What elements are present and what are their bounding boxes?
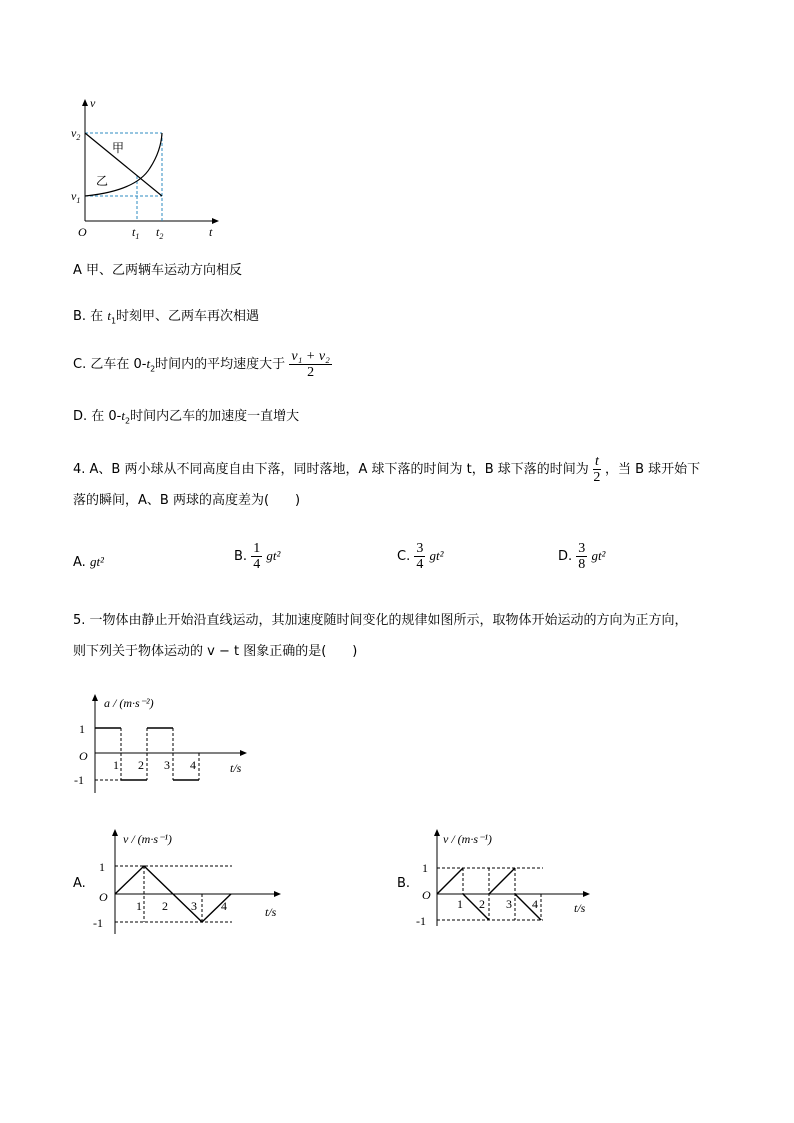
q4-stem-line1: 4. A、B 两小球从不同高度自由下落，同时落地，A 球下落的时间为 t，B 球下落的时间为 $\frac{t}{2}$ ，当 B 球开始下: [73, 454, 701, 485]
svg-text:1: 1: [457, 897, 463, 911]
svg-text:O: O: [79, 749, 88, 763]
svg-text:4: 4: [190, 758, 196, 772]
svg-text:O: O: [422, 888, 431, 902]
q4-option-c[interactable]: C. $\frac{3}{4}$ gt²: [397, 541, 444, 572]
svg-text:t2: $t_2$: [156, 225, 164, 241]
q5-stem-line1: 5. 一物体由静止开始沿直线运动，其加速度随时间变化的规律如图所示，取物体开始运动的方向为正方向，: [73, 613, 688, 628]
q5-option-a-graph[interactable]: [90, 826, 290, 941]
q3-option-c[interactable]: C. 乙车在 $0-t_2$时间内的平均速度大于 $\frac{\text{v₁ + v₂}}{2}$: [73, 349, 330, 380]
t-axis-label: t: [209, 225, 213, 239]
q4-stem-line2: 落的瞬间，A、B 两球的高度差为( ): [73, 493, 301, 508]
svg-text:1: 1: [422, 861, 428, 875]
svg-text:1: 1: [136, 899, 142, 913]
label-yi: 乙: [96, 174, 109, 188]
svg-text:v / (m·s⁻¹): v / (m·s⁻¹): [123, 832, 172, 846]
svg-text:v1: $v_1$: [71, 189, 81, 205]
svg-text:2: 2: [479, 897, 485, 911]
svg-text:3: 3: [506, 897, 512, 911]
q4-option-b[interactable]: B. $\frac{1}{4}$ gt²: [234, 541, 281, 572]
svg-text:4: 4: [532, 897, 538, 911]
svg-text:-1: -1: [416, 914, 426, 928]
q5-option-a-letter[interactable]: A.: [73, 876, 86, 891]
svg-text:O: O: [99, 890, 108, 904]
at-graph: [70, 690, 260, 800]
q5-option-b-graph[interactable]: [413, 826, 603, 931]
v-curve-b-seg2: [463, 894, 489, 920]
svg-text:t/s: t/s: [265, 905, 277, 919]
fraction-v1-v2-over-2: $\frac{\text{v₁ + v₂}}{2}$: [291, 349, 330, 380]
svg-text:-1: -1: [74, 773, 84, 787]
vt-graph-jia-yi: [66, 96, 236, 241]
q4-option-d[interactable]: D. $\frac{3}{8}$ gt²: [558, 541, 606, 572]
svg-text:1: 1: [79, 722, 85, 736]
svg-text:1: 1: [99, 860, 105, 874]
v-axis-label: v: [90, 96, 96, 110]
svg-text:3: 3: [191, 899, 197, 913]
svg-text:t/s: t/s: [574, 901, 586, 915]
svg-text:v2: $v_2$: [71, 126, 81, 142]
q3-option-d[interactable]: D. 在 $0-t_2$时间内乙车的加速度一直增大: [73, 408, 300, 426]
q3-option-a[interactable]: A 甲、乙两辆车运动方向相反: [73, 263, 243, 278]
svg-text:4: 4: [221, 899, 227, 913]
label-jia: 甲: [112, 141, 125, 155]
svg-text:1: 1: [113, 758, 119, 772]
svg-text:2: 2: [162, 899, 168, 913]
svg-text:a / (m·s⁻²): a / (m·s⁻²): [104, 696, 154, 710]
svg-text:v / (m·s⁻¹): v / (m·s⁻¹): [443, 832, 492, 846]
v-curve-b-seg3: [489, 868, 515, 894]
fraction-t-over-2: $\frac{t}{2}$: [593, 454, 601, 485]
svg-text:2: 2: [138, 758, 144, 772]
origin-label: O: [78, 225, 87, 239]
q4-option-a[interactable]: A. gt²: [73, 554, 104, 570]
q3-option-b[interactable]: B. 在 $t_1$时刻甲、乙两车再次相遇: [73, 308, 260, 326]
svg-text:t/s: t/s: [230, 761, 242, 775]
svg-text:3: 3: [164, 758, 170, 772]
q5-stem-line2: 则下列关于物体运动的 v − t 图象正确的是( ): [73, 644, 358, 659]
svg-text:-1: -1: [93, 916, 103, 930]
v-curve-b-seg1: [437, 868, 463, 894]
q5-option-b-letter[interactable]: B.: [397, 876, 411, 891]
svg-text:t1: $t_1$: [132, 225, 140, 241]
